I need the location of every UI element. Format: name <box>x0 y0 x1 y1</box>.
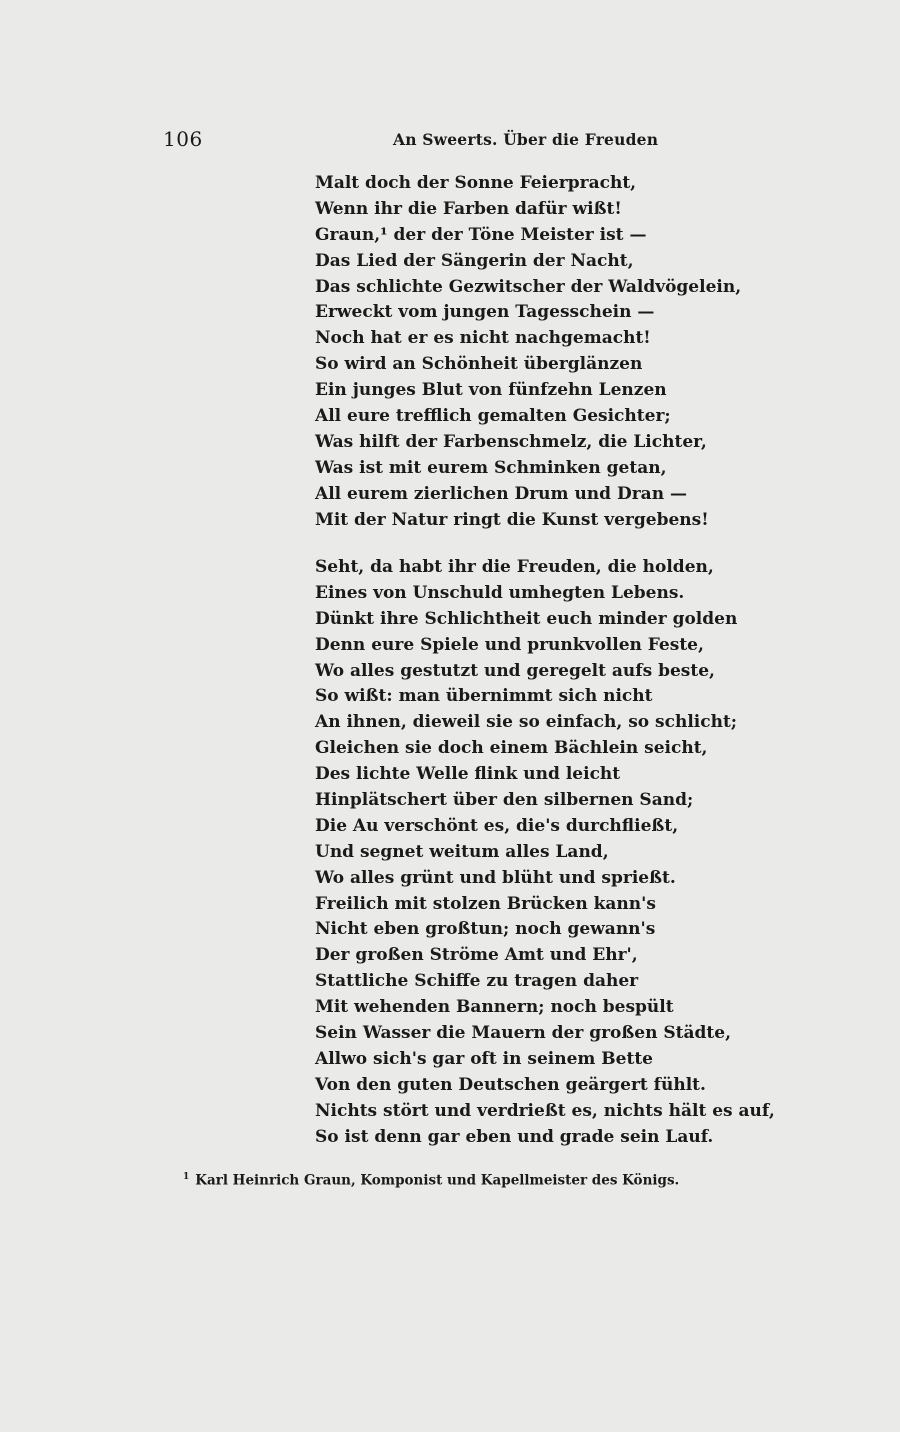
verse-line: Erweckt vom jungen Tagesschein — <box>315 302 655 323</box>
verse-line: So wißt: man übernimmt sich nicht <box>315 686 653 707</box>
verse-line: All eure trefflich gemalten Gesichter; <box>315 406 671 427</box>
verse-line: Das Lied der Sängerin der Nacht, <box>315 250 634 271</box>
verse-line: Seht, da habt ihr die Freuden, die holden, <box>315 557 714 577</box>
verse-line: Sein Wasser die Mauern der großen Städte, <box>315 1023 732 1044</box>
verse-line: Nichts stört und verdrießt es, nichts hält es auf, <box>315 1100 775 1121</box>
verse-line: So ist denn gar eben und grade sein Lauf. <box>315 1126 714 1147</box>
verse-line: Das schlichte Gezwitscher der Waldvögelein, <box>315 276 742 297</box>
verse-line: Was hilft der Farbenschmelz, die Lichter, <box>315 431 707 452</box>
verse-line: So wird an Schönheit überglänzen <box>315 354 643 375</box>
verse-line: Dünkt ihre Schlichtheit euch minder golden <box>315 608 738 629</box>
page-number: 106 <box>163 127 203 151</box>
verse-line: Freilich mit stolzen Brücken kann's <box>315 893 656 914</box>
verse-line: Was ist mit eurem Schminken getan, <box>315 457 667 478</box>
poem-stanza-2 <box>315 555 775 1150</box>
verse-line: Allwo sich's gar oft in seinem Bette <box>315 1048 653 1069</box>
running-head: An Sweerts. Über die Freuden <box>393 130 659 149</box>
verse-line: Ein junges Blut von fünfzehn Lenzen <box>315 380 667 401</box>
verse-line: Von den guten Deutschen geärgert fühlt. <box>315 1074 706 1095</box>
verse-line: Stattliche Schiffe zu tragen daher <box>315 971 639 992</box>
footnote-text: Karl Heinrich Graun, Komponist und Kapellmeister des Königs. <box>195 1172 680 1189</box>
verse-line: Noch hat er es nicht nachgemacht! <box>315 328 651 349</box>
verse-line: Nicht eben großtun; noch gewann's <box>315 919 656 940</box>
verse-line: Eines von Unschuld umhegten Lebens. <box>315 582 685 603</box>
verse-line: Denn eure Spiele und prunkvollen Feste, <box>315 634 704 655</box>
verse-line: An ihnen, dieweil sie so einfach, so schlicht; <box>315 712 738 733</box>
verse-line: Graun,¹ der der Töne Meister ist — <box>315 224 647 245</box>
verse-line: Die Au verschönt es, die's durchfließt, <box>315 815 679 836</box>
verse-line: All eurem zierlichen Drum und Dran — <box>315 483 687 504</box>
verse-line: Wenn ihr die Farben dafür wißt! <box>315 198 622 219</box>
verse-line: Gleichen sie doch einem Bächlein seicht, <box>315 738 708 759</box>
verse-line: Und segnet weitum alles Land, <box>315 841 609 862</box>
verse-line: Malt doch der Sonne Feierpracht, <box>315 173 637 193</box>
poem-stanza-1 <box>315 171 741 533</box>
verse-line: Der großen Ströme Amt und Ehr', <box>315 945 638 966</box>
verse-line: Mit wehenden Bannern; noch bespült <box>315 997 674 1018</box>
verse-line: Wo alles gestutzt und geregelt aufs beste, <box>315 660 715 681</box>
verse-line: Wo alles grünt und blüht und sprießt. <box>315 867 676 888</box>
footnote-mark: 1 <box>183 1172 190 1182</box>
footnote <box>183 1172 679 1189</box>
verse-line: Hinplätschert über den silbernen Sand; <box>315 790 694 811</box>
verse-line: Des lichte Welle flink und leicht <box>315 764 621 785</box>
verse-line: Mit der Natur ringt die Kunst vergebens! <box>315 509 709 530</box>
